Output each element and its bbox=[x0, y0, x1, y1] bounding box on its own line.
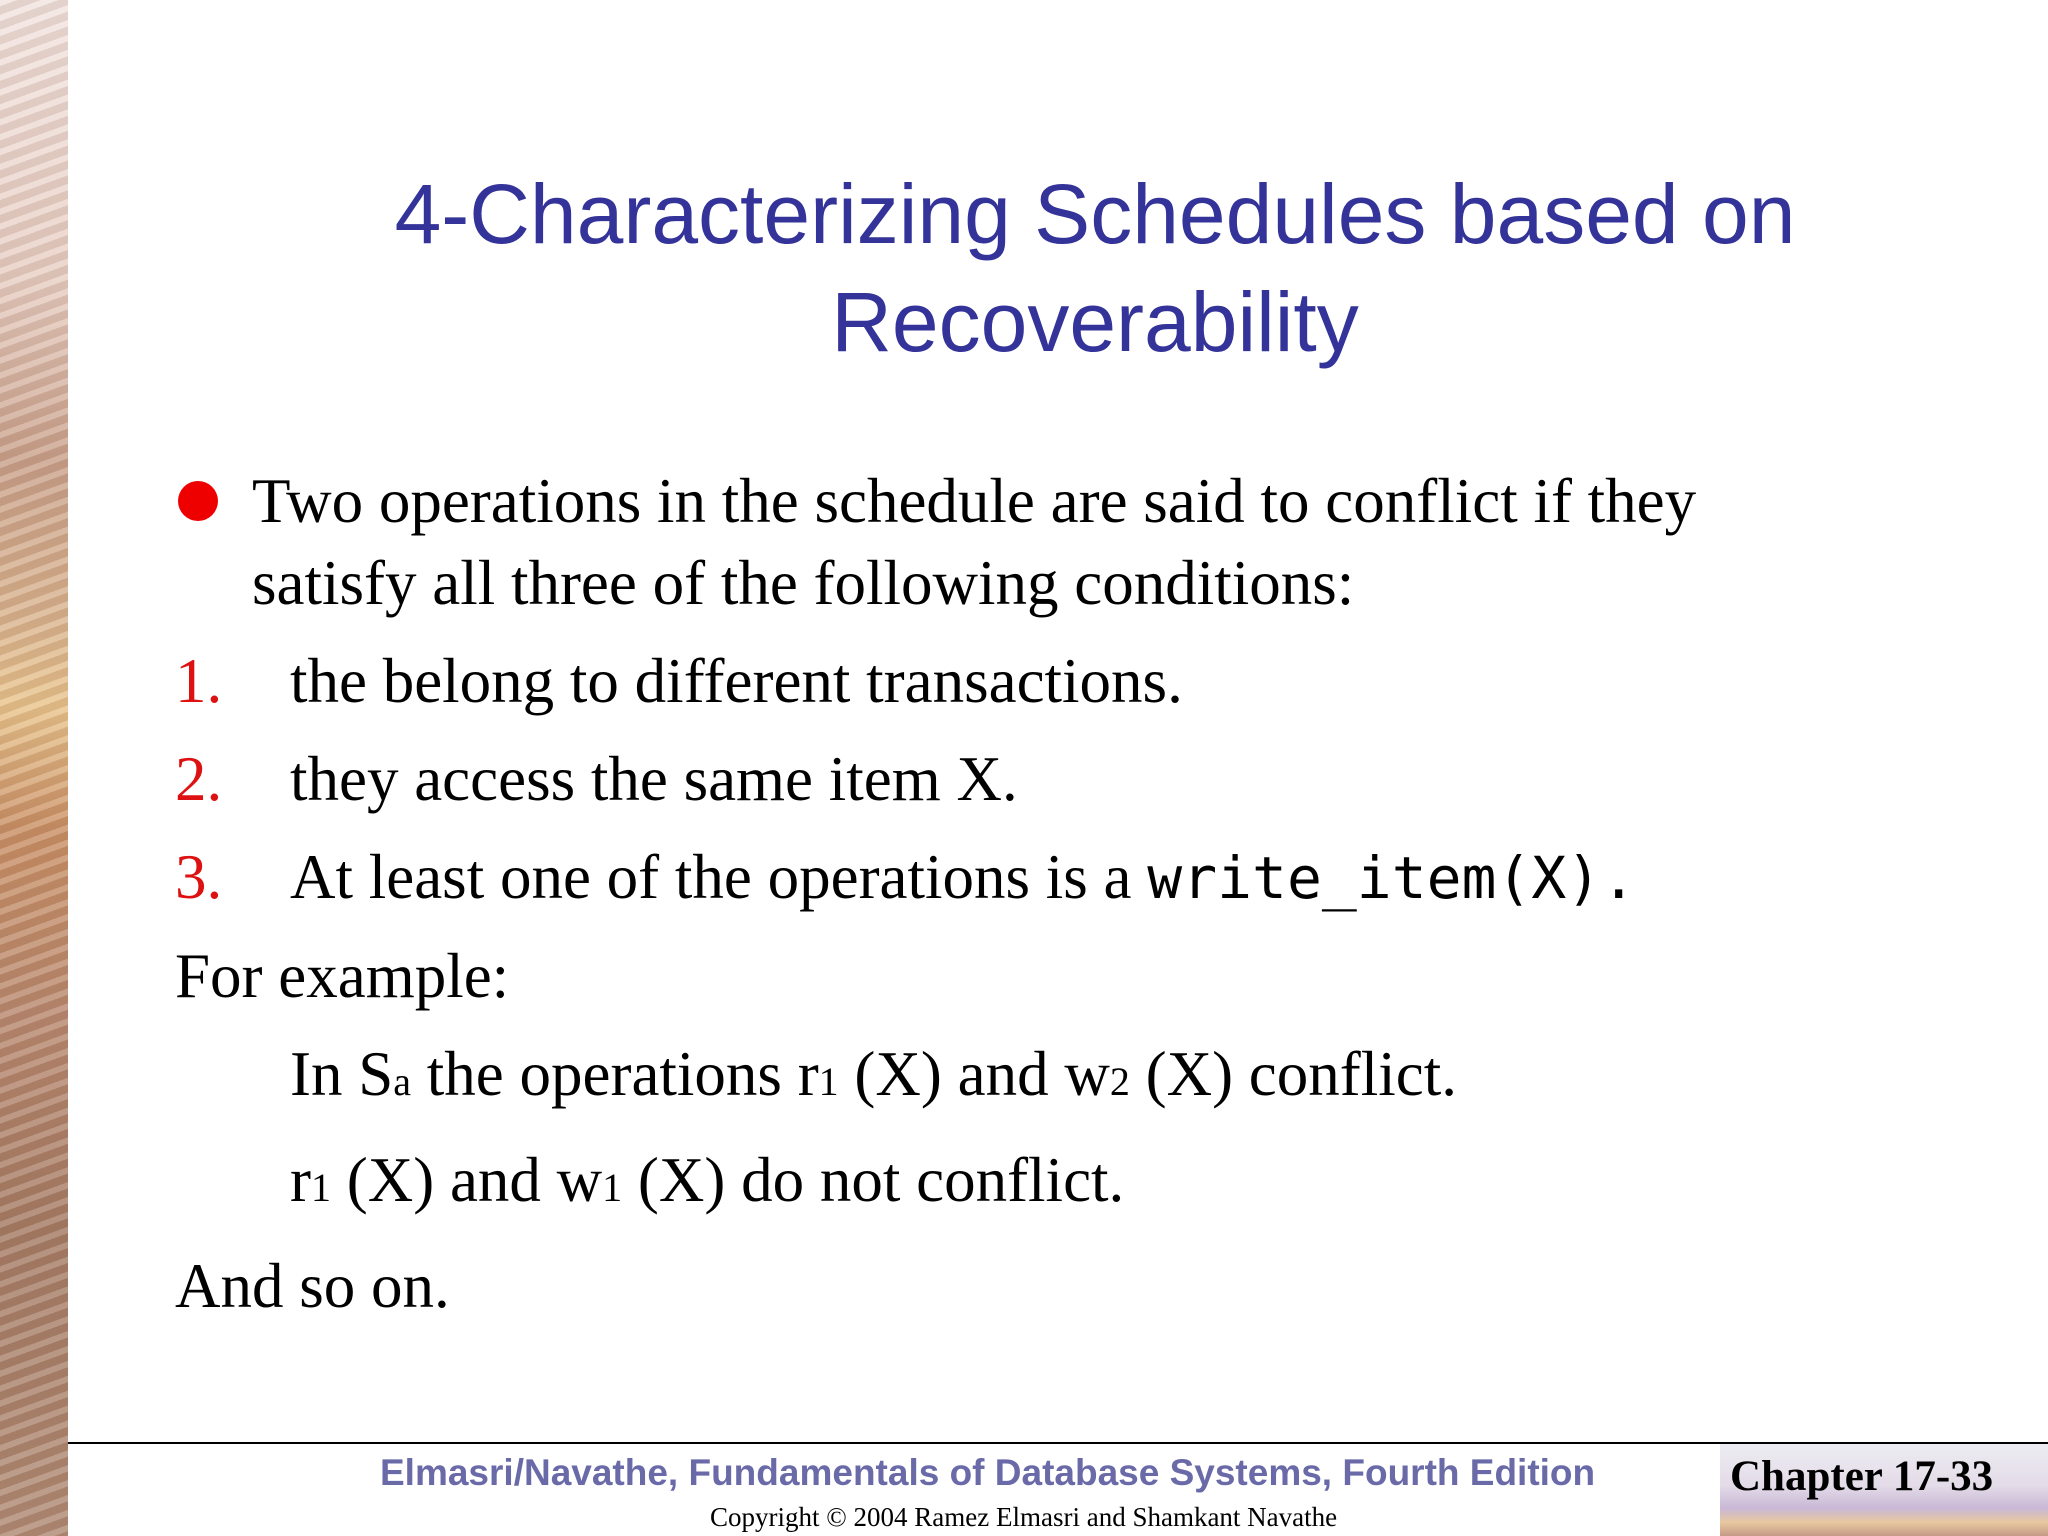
example-text: r bbox=[290, 1145, 311, 1215]
chapter-page-label: Chapter 17-33 bbox=[1730, 1453, 1994, 1500]
and-so-on: And so on. bbox=[175, 1251, 450, 1321]
title-line-1: 4-Characterizing Schedules based on bbox=[394, 167, 1796, 261]
condition-item-1 bbox=[175, 640, 1875, 722]
example-text: (X) conflict. bbox=[1129, 1039, 1457, 1109]
example-text: (X) do not conflict. bbox=[622, 1145, 1125, 1215]
example-subscript: 2 bbox=[1109, 1059, 1130, 1104]
bullet-dot-icon bbox=[178, 481, 218, 521]
decorative-sand-strip bbox=[0, 0, 68, 1536]
example-text: (X) and w bbox=[838, 1039, 1110, 1109]
example-text: the operations r bbox=[411, 1039, 819, 1109]
example-subscript: 1 bbox=[602, 1165, 623, 1210]
example-subscript: 1 bbox=[310, 1165, 331, 1210]
condition-number: 2. bbox=[175, 744, 223, 814]
condition-item-2 bbox=[175, 738, 1875, 820]
footer-copyright: Copyright © 2004 Ramez Elmasri and Shamkant Navathe bbox=[710, 1502, 1338, 1532]
example-text: In S bbox=[290, 1039, 394, 1109]
bullet-line-2: satisfy all three of the following conditions: bbox=[252, 548, 1355, 618]
example-text: (X) and w bbox=[330, 1145, 603, 1215]
bullet-item bbox=[175, 460, 1875, 624]
example-line-2 bbox=[175, 1139, 1875, 1229]
bullet-line-1: Two operations in the schedule are said to conflict if they bbox=[252, 466, 1697, 536]
for-example-label: For example: bbox=[175, 941, 510, 1011]
condition-number: 1. bbox=[175, 646, 223, 716]
slide-body bbox=[175, 460, 1875, 1327]
slide-title bbox=[250, 160, 1940, 376]
condition-text: At least one of the operations is a bbox=[290, 842, 1148, 912]
footer-book-title: Elmasri/Navathe, Fundamentals of Database Systems, Fourth Edition bbox=[380, 1452, 1596, 1493]
example-subscript: a bbox=[393, 1059, 412, 1104]
condition-text: they access the same item X. bbox=[290, 744, 1018, 814]
example-subscript: 1 bbox=[818, 1059, 839, 1104]
title-line-2: Recoverability bbox=[831, 275, 1359, 369]
example-line-1 bbox=[175, 1033, 1875, 1123]
condition-item-3 bbox=[175, 836, 1875, 919]
condition-number: 3. bbox=[175, 842, 223, 912]
condition-code: write_item(X). bbox=[1147, 844, 1637, 912]
condition-text: the belong to different transactions. bbox=[290, 646, 1183, 716]
